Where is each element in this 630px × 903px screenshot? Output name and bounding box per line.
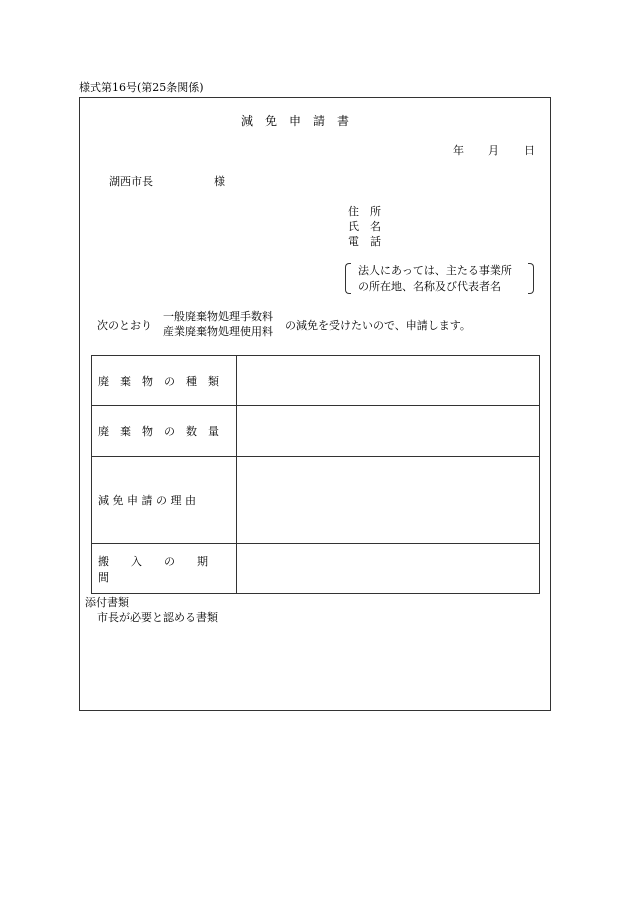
table-row <box>92 457 539 544</box>
row-label-cell <box>92 457 237 543</box>
statement-prefix: 次のとおり <box>97 319 152 332</box>
attachments-heading: 添付書類 <box>85 596 129 609</box>
left-paren-bracket <box>345 263 351 294</box>
details-table <box>91 355 540 594</box>
delivery-period-field[interactable] <box>237 544 539 593</box>
corporate-note-line-1: 法人にあっては、主たる事業所 <box>358 264 512 277</box>
date-year: 年 <box>453 144 464 157</box>
waste-quantity-field[interactable] <box>237 406 539 456</box>
addressee-honorific: 様 <box>214 175 225 188</box>
phone-label: 電 話 <box>348 235 381 248</box>
statement-option-2: 産業廃棄物処理使用料 <box>163 325 273 338</box>
addressee-name: 湖西市長 <box>109 175 153 188</box>
name-label: 氏 名 <box>348 220 381 233</box>
reduction-reason-label: 減 免 申 請 の 理 由 <box>98 494 196 507</box>
waste-type-field[interactable] <box>237 356 539 405</box>
form-title: 減 免 申 請 書 <box>241 114 350 128</box>
attachments-item: 市長が必要と認める書類 <box>97 611 218 624</box>
date-day: 日 <box>524 144 535 157</box>
waste-quantity-label: 廃 棄 物 の 数 量 <box>98 425 219 438</box>
table-row <box>92 406 539 457</box>
address-label: 住 所 <box>348 205 381 218</box>
row-label-cell <box>92 406 237 456</box>
table-row <box>92 356 539 406</box>
right-paren-bracket <box>528 263 534 294</box>
form-number: 様式第16号(第25条関係) <box>79 81 204 94</box>
statement-suffix: の減免を受けたいので、申請します。 <box>285 319 471 332</box>
table-row <box>92 544 539 593</box>
waste-type-label: 廃 棄 物 の 種 類 <box>98 374 219 388</box>
row-label-cell <box>92 356 237 405</box>
date-month: 月 <box>488 144 499 157</box>
row-label-cell <box>92 544 237 593</box>
delivery-period-label: 搬 入 の 期 間 <box>98 554 230 584</box>
reduction-reason-field[interactable] <box>237 457 539 543</box>
statement-option-1: 一般廃棄物処理手数料 <box>163 310 273 323</box>
corporate-note-line-2: の所在地、名称及び代表者名 <box>358 280 501 293</box>
